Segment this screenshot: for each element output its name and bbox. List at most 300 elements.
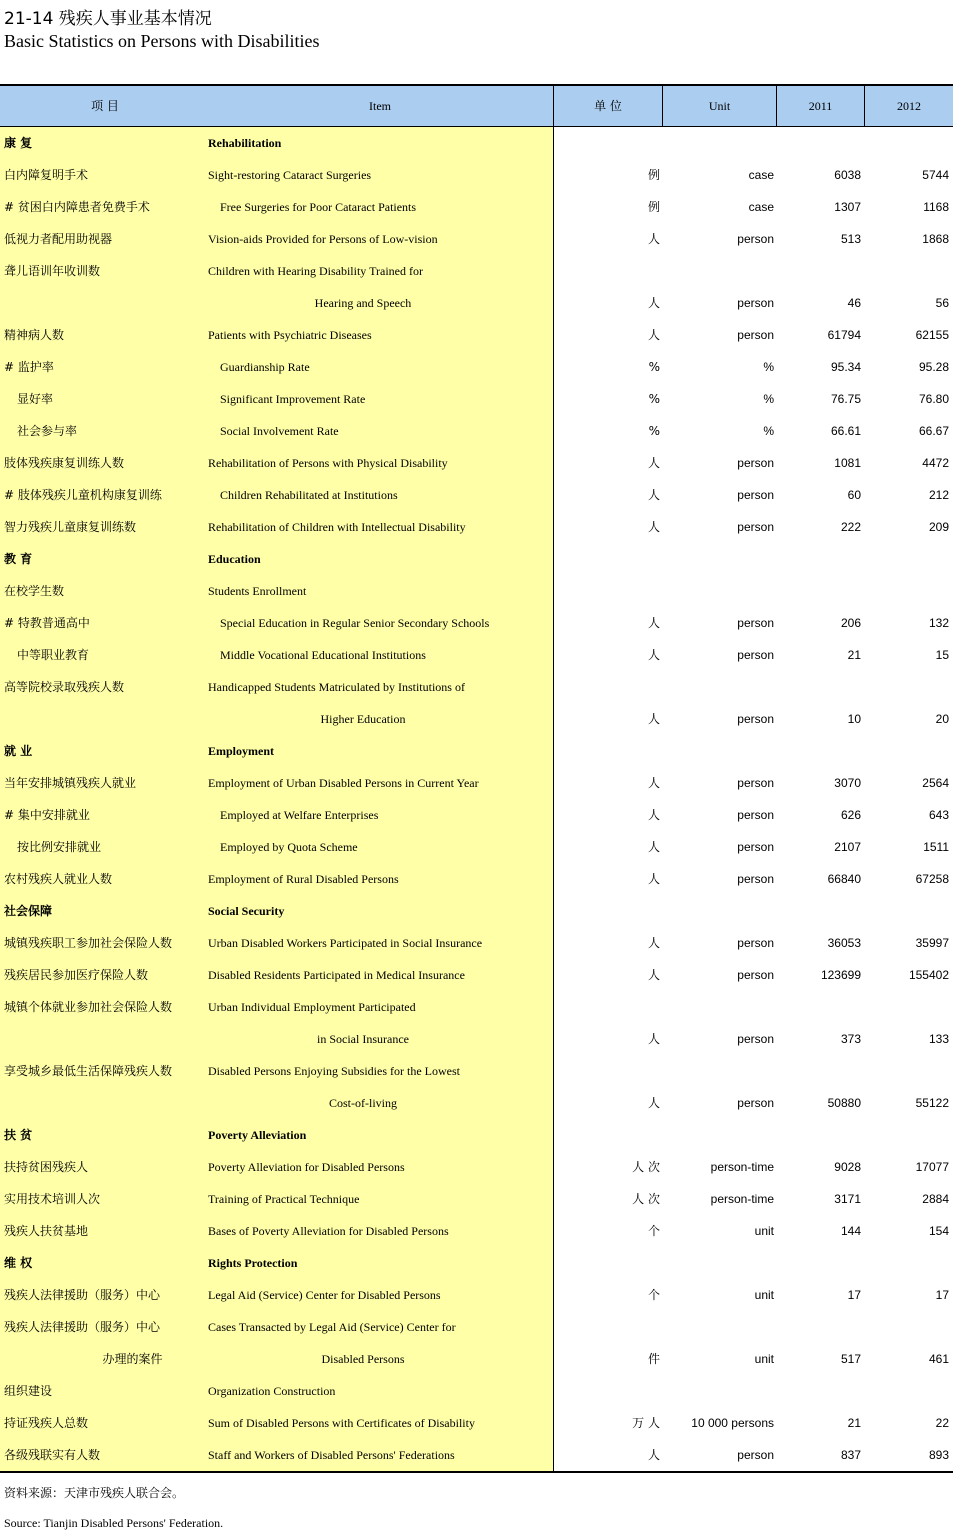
unit-en: case [748,200,774,214]
unit-en [663,1247,774,1279]
item-cn: 各级残联实有人数 [4,1448,101,1462]
unit-en: person [737,712,774,726]
value-2012: 155402 [908,968,949,982]
table-row [0,1183,953,1215]
unit-en: person [737,456,774,470]
table-row [0,767,953,799]
value-2011 [777,127,861,159]
unit-cn [554,1311,660,1343]
unit-cn [554,735,660,767]
item-en: Rehabilitation of Children with Intellectual Disability [208,520,466,534]
value-2012: 1168 [923,200,949,214]
value-2011 [777,1375,861,1407]
unit-cn: % [648,392,660,406]
value-2011: 837 [840,1448,861,1462]
value-2012: 4472 [922,456,949,470]
item-cn: 白内障复明手术 [4,168,89,182]
table-row [0,831,953,863]
unit-en: person [737,808,774,822]
unit-cn [554,543,660,575]
unit-cn: 件 [647,1352,660,1366]
item-cn: 残疾人法律援助（服务）中心 [4,1320,161,1334]
unit-cn: 人 [647,840,660,854]
unit-en: 10 000 persons [691,1416,774,1430]
item-en: Social Involvement Rate [220,424,339,438]
value-2012: 461 [928,1352,949,1366]
item-cn: # 监护率 [4,360,54,374]
value-2012 [865,671,949,703]
value-2012 [865,543,949,575]
value-2012 [865,1311,949,1343]
table-row [0,1087,953,1119]
unit-en [663,1119,774,1151]
section-row [0,895,953,927]
item-en: Employment of Rural Disabled Persons [208,872,399,886]
unit-en [663,895,774,927]
unit-cn: 人 次 [632,1160,660,1174]
table-row [0,1151,953,1183]
unit-cn: 人 [647,936,660,950]
unit-en [663,543,774,575]
table-row [0,319,953,351]
unit-en [663,735,774,767]
value-2011: 17 [847,1288,861,1302]
unit-en [663,1311,774,1343]
item-cn: 残疾居民参加医疗保险人数 [4,968,149,982]
item-cn: # 集中安排就业 [4,808,90,822]
unit-en: person [737,840,774,854]
value-2012: 62155 [915,328,949,342]
value-2011: 46 [847,296,861,310]
unit-cn: 人 [647,872,660,886]
source-note-en: Source: Tianjin Disabled Persons' Federation. [4,1516,224,1530]
value-2011 [777,255,861,287]
unit-en [663,1375,774,1407]
header-year-2012: 2012 [897,99,921,113]
item-en: Education [208,552,261,566]
value-2011 [777,1311,861,1343]
value-2011: 2107 [834,840,861,854]
value-2011: 21 [847,648,861,662]
value-2012: 56 [935,296,949,310]
item-en: Training of Practical Technique [208,1192,360,1206]
item-cn: 实用技术培训人次 [4,1192,101,1206]
value-2011 [777,575,861,607]
item-en: Social Security [208,904,285,918]
unit-cn: % [648,360,660,374]
unit-en: % [763,360,774,374]
item-en: Cost-of-living [329,1096,397,1110]
item-en: Patients with Psychiatric Diseases [208,328,372,342]
item-en: Hearing and Speech [314,296,412,310]
table-row [0,351,953,383]
table-title-en: Basic Statistics on Persons with Disabilities [4,31,320,51]
item-cn: # 肢体残疾儿童机构康复训练 [4,488,162,502]
value-2012: 1511 [923,840,949,854]
value-2011: 9028 [834,1160,861,1174]
item-cn: 低视力者配用助视器 [4,232,113,246]
item-cn: 城镇残疾职工参加社会保险人数 [4,936,173,950]
item-cn: 办理的案件 [102,1352,163,1366]
unit-cn: 人 [647,520,660,534]
unit-cn: 人 [647,776,660,790]
item-en: Staff and Workers of Disabled Persons' Federations [208,1448,455,1462]
value-2011: 66840 [827,872,861,886]
unit-cn [554,1055,660,1087]
header-unit-cn: 单 位 [594,99,622,113]
value-2011 [777,895,861,927]
table-row [0,1215,953,1247]
value-2011: 61794 [827,328,861,342]
table-row [0,511,953,543]
value-2012: 643 [928,808,949,822]
item-cn: 持证残疾人总数 [4,1416,89,1430]
item-en: Vision-aids Provided for Persons of Low-vision [208,232,438,246]
section-row [0,543,953,575]
item-cn: 显好率 [17,392,54,406]
item-en: Higher Education [320,712,406,726]
item-en: Sum of Disabled Persons with Certificates of Disability [208,1416,475,1430]
value-2012: 17077 [915,1160,949,1174]
unit-en: unit [754,1288,774,1302]
value-2011 [777,991,861,1023]
unit-en: person [737,488,774,502]
value-2011: 95.34 [830,360,861,374]
unit-cn [554,1375,660,1407]
table-row [0,383,953,415]
value-2012 [865,735,949,767]
table-row [0,575,953,607]
value-2012: 66.67 [918,424,949,438]
item-cn: 扶持贫困残疾人 [4,1160,89,1174]
table-row [0,159,953,191]
unit-en: person [737,520,774,534]
value-2012: 2884 [922,1192,949,1206]
item-en: Special Education in Regular Senior Secondary Schools [220,616,490,630]
item-en: Handicapped Students Matriculated by Institutions of [208,680,465,694]
item-en: Poverty Alleviation for Disabled Persons [208,1160,405,1174]
unit-en: person [737,872,774,886]
value-2012: 35997 [915,936,949,950]
unit-cn: % [648,424,660,438]
table-row [0,1279,953,1311]
item-cn: 残疾人法律援助（服务）中心 [4,1288,161,1302]
unit-cn: 人 [647,456,660,470]
unit-cn: 个 [647,1224,660,1238]
item-en: Urban Individual Employment Participated [208,1000,416,1014]
unit-cn: 人 [647,968,660,982]
table-row [0,639,953,671]
item-en: Rehabilitation of Persons with Physical Disability [208,456,448,470]
unit-cn: 例 [647,200,660,214]
unit-cn: 个 [647,1288,660,1302]
value-2011: 373 [840,1032,861,1046]
value-2011: 626 [840,808,861,822]
item-cn: 按比例安排就业 [17,840,102,854]
section-row [0,1119,953,1151]
unit-cn: 人 [647,1032,660,1046]
value-2011 [777,1119,861,1151]
value-2011: 222 [840,520,861,534]
value-2011 [777,735,861,767]
item-cn: 智力残疾儿童康复训练数 [4,520,137,534]
table-row [0,1343,953,1375]
unit-cn [554,127,660,159]
item-cn: 当年安排城镇残疾人就业 [4,776,137,790]
table-row [0,1311,953,1343]
table-row [0,703,953,735]
unit-cn: 人 [647,808,660,822]
value-2011: 1081 [834,456,861,470]
value-2012 [865,255,949,287]
table-row [0,991,953,1023]
unit-cn: 人 [647,1448,660,1462]
table-header [0,84,953,127]
item-cn: 扶 贫 [4,1128,33,1142]
value-2012 [865,991,949,1023]
item-cn: 享受城乡最低生活保障残疾人数 [4,1064,173,1078]
unit-cn: 人 [647,616,660,630]
value-2011: 206 [840,616,861,630]
item-en: Disabled Persons [321,1352,405,1366]
item-cn: 组织建设 [4,1384,53,1398]
table-row [0,927,953,959]
table-row [0,191,953,223]
value-2012: 1868 [922,232,949,246]
item-cn: 农村残疾人就业人数 [4,872,113,886]
value-2011: 517 [840,1352,861,1366]
item-cn: 康 复 [4,136,33,150]
value-2012: 95.28 [918,360,949,374]
header-year-2011: 2011 [808,99,833,113]
item-cn: 维 权 [4,1256,33,1270]
unit-en: person [737,616,774,630]
unit-en: person [737,1448,774,1462]
item-cn: 教 育 [4,552,33,566]
unit-en: unit [754,1352,774,1366]
item-en: Rehabilitation [208,136,282,150]
unit-cn: 人 [647,232,660,246]
value-2011: 123699 [820,968,861,982]
table-row [0,1023,953,1055]
unit-cn [554,255,660,287]
value-2011: 513 [840,232,861,246]
item-cn: 肢体残疾康复训练人数 [4,456,125,470]
item-en: Employed at Welfare Enterprises [220,808,379,822]
value-2012: 20 [935,712,949,726]
table-row [0,479,953,511]
unit-en: person [737,936,774,950]
item-en: Organization Construction [208,1384,336,1398]
unit-en: % [763,424,774,438]
item-en: Urban Disabled Workers Participated in Social Insurance [208,936,483,950]
statistics-table [0,84,953,1473]
unit-cn [554,671,660,703]
section-row [0,1247,953,1279]
unit-en [663,127,774,159]
unit-en: person [737,1096,774,1110]
item-cn: # 特教普通高中 [4,616,90,630]
value-2011: 3171 [834,1192,861,1206]
unit-en: case [748,168,774,182]
header-item-cn: 项 目 [91,99,119,113]
table-row [0,415,953,447]
value-2012: 5744 [922,168,949,182]
value-2012: 209 [928,520,949,534]
section-row [0,735,953,767]
value-2012: 2564 [922,776,949,790]
value-2011: 21 [847,1416,861,1430]
item-en: Significant Improvement Rate [220,392,366,406]
unit-cn [554,1119,660,1151]
table-body [0,127,953,1473]
item-cn: 聋儿语训年收训数 [4,264,101,278]
value-2011: 76.75 [830,392,861,406]
value-2011: 36053 [827,936,861,950]
unit-en: person [737,648,774,662]
unit-en: person [737,232,774,246]
item-en: Employment of Urban Disabled Persons in Current Year [208,776,479,790]
value-2012: 212 [928,488,949,502]
item-cn: 社会保障 [4,904,53,918]
unit-en: person [737,296,774,310]
unit-en [663,575,774,607]
unit-cn: 人 [647,1096,660,1110]
value-2012 [865,1247,949,1279]
value-2011 [777,543,861,575]
item-en: Poverty Alleviation [208,1128,307,1142]
value-2012 [865,1055,949,1087]
item-en: Free Surgeries for Poor Cataract Patients [220,200,417,214]
item-en: in Social Insurance [317,1032,409,1046]
item-en: Guardianship Rate [220,360,310,374]
value-2012 [865,127,949,159]
unit-cn: 万 人 [632,1416,660,1430]
table-row [0,223,953,255]
unit-en: unit [754,1224,774,1238]
unit-en [663,1055,774,1087]
unit-cn [554,991,660,1023]
item-en: Cases Transacted by Legal Aid (Service) Center for [208,1320,456,1334]
source-note-cn: 资料来源：天津市残疾人联合会。 [4,1486,185,1500]
item-en: Middle Vocational Educational Institutions [220,648,426,662]
table-row [0,1055,953,1087]
value-2011: 1307 [834,200,861,214]
item-cn: 精神病人数 [4,328,65,342]
table-row [0,447,953,479]
value-2012: 17 [935,1288,949,1302]
table-row [0,959,953,991]
table-row [0,799,953,831]
unit-en: person [737,776,774,790]
item-en: Employment [208,744,274,758]
value-2011 [777,1247,861,1279]
unit-en: person [737,1032,774,1046]
value-2012: 76.80 [918,392,949,406]
unit-cn [554,895,660,927]
table-row [0,287,953,319]
item-en: Sight-restoring Cataract Surgeries [208,168,372,182]
table-row [0,607,953,639]
table-row [0,863,953,895]
item-cn: 就 业 [4,744,33,758]
unit-cn [554,575,660,607]
item-cn: 中等职业教育 [17,648,90,662]
value-2011: 6038 [834,168,861,182]
value-2012: 893 [928,1448,949,1462]
table-title-cn: 21-14 残疾人事业基本情况 [4,9,212,29]
value-2012 [865,1375,949,1407]
item-cn: 高等院校录取残疾人数 [4,680,125,694]
value-2012 [865,1119,949,1151]
value-2012: 132 [928,616,949,630]
unit-cn: 人 次 [632,1192,660,1206]
item-en: Bases of Poverty Alleviation for Disabled Persons [208,1224,449,1238]
unit-cn: 人 [647,328,660,342]
item-en: Students Enrollment [208,584,307,598]
item-en: Rights Protection [208,1256,298,1270]
item-en: Children with Hearing Disability Trained for [208,264,423,278]
value-2011: 66.61 [830,424,861,438]
item-cn: 在校学生数 [4,584,65,598]
item-en: Disabled Residents Participated in Medical Insurance [208,968,465,982]
unit-en: person [737,968,774,982]
unit-cn [554,1247,660,1279]
unit-cn: 人 [647,712,660,726]
item-en: Employed by Quota Scheme [220,840,358,854]
value-2012: 67258 [915,872,949,886]
table-row [0,671,953,703]
value-2011: 50880 [827,1096,861,1110]
table-row [0,255,953,287]
value-2012: 22 [935,1416,949,1430]
unit-cn: 人 [647,296,660,310]
item-cn: # 贫困白内障患者免费手术 [4,200,150,214]
unit-cn: 人 [647,648,660,662]
item-cn: 残疾人扶贫基地 [4,1224,89,1238]
value-2012: 154 [928,1224,949,1238]
unit-cn: 人 [647,488,660,502]
unit-en: % [763,392,774,406]
value-2012: 15 [935,648,949,662]
item-cn: 城镇个体就业参加社会保险人数 [4,1000,173,1014]
unit-en [663,671,774,703]
item-en: Children Rehabilitated at Institutions [220,488,398,502]
value-2011: 3070 [834,776,861,790]
item-en: Legal Aid (Service) Center for Disabled Persons [208,1288,441,1302]
section-row [0,127,953,159]
item-en: Disabled Persons Enjoying Subsidies for the Lowest [208,1064,460,1078]
table-row [0,1375,953,1407]
table-row [0,1439,953,1471]
value-2011: 10 [847,712,861,726]
value-2011: 60 [847,488,861,502]
unit-en: person-time [710,1160,774,1174]
header-unit-en: Unit [708,99,731,113]
item-cn: 社会参与率 [17,424,78,438]
value-2012: 133 [928,1032,949,1046]
value-2012 [865,575,949,607]
value-2011 [777,671,861,703]
unit-cn: 例 [647,168,660,182]
table-row [0,1407,953,1439]
unit-en [663,255,774,287]
unit-en: person-time [710,1192,774,1206]
value-2011 [777,1055,861,1087]
value-2012: 55122 [915,1096,949,1110]
value-2011: 144 [840,1224,861,1238]
value-2012 [865,895,949,927]
